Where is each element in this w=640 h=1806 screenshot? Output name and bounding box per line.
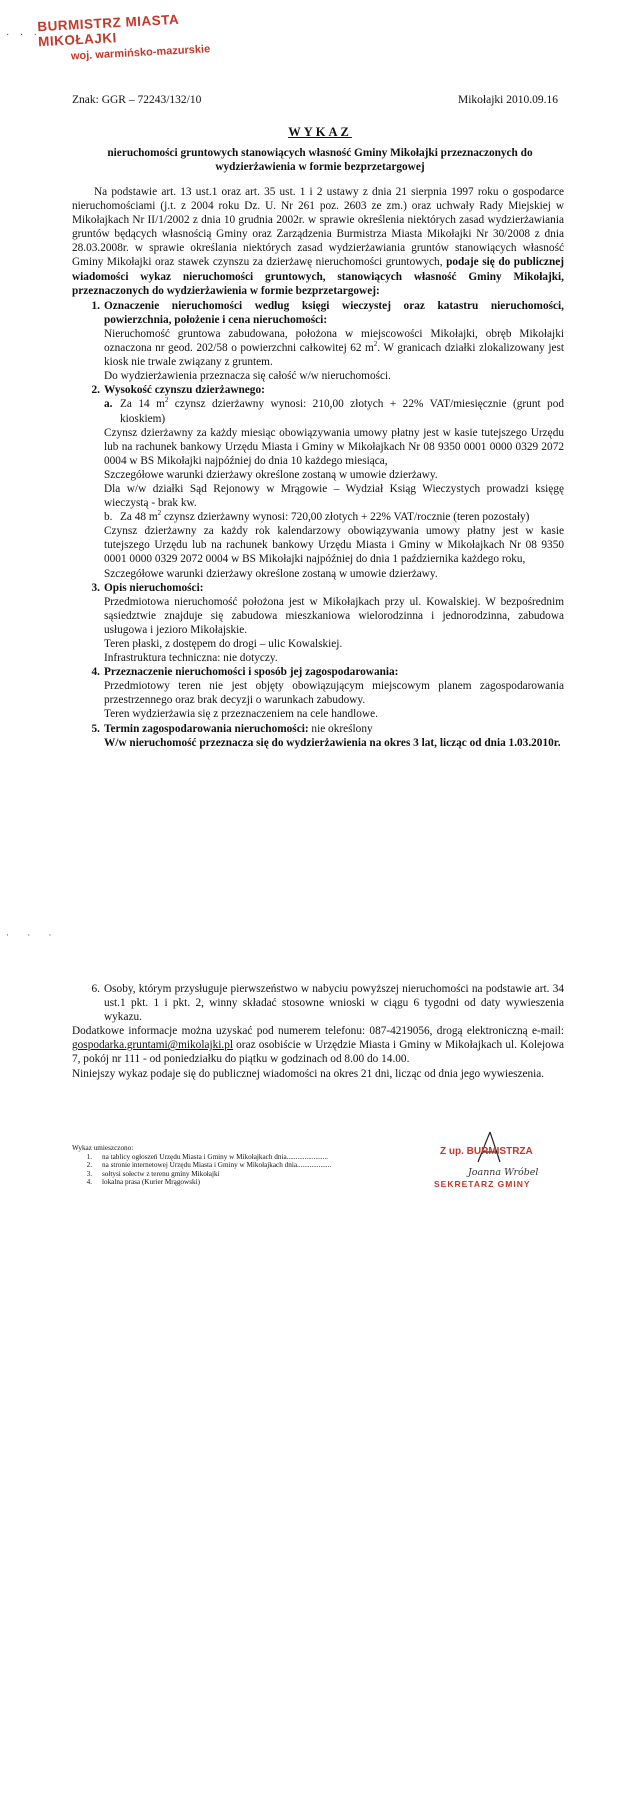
posting-list bbox=[72, 1144, 331, 1187]
section-1-title: Oznaczenie nieruchomości według księgi wieczystej oraz katastru nieruchomości, powierzchnia, położenie i cena nieruchomości: bbox=[104, 299, 564, 326]
document-body bbox=[72, 185, 564, 750]
section-5-title: Termin zagospodarowania nieruchomości: bbox=[104, 722, 309, 735]
section-3-p2: Teren płaski, z dostępem do drogi – ulic Kowalskiej. bbox=[104, 638, 343, 650]
secretary-stamp bbox=[434, 1146, 574, 1189]
item-b-payment: Czynsz dzierżawny za każdy rok kalendarzowy obowiązywania umowy płatny jest w kasie tutejszego Urzędu lub na rachunek bankowy Urzędu Miasta i Gminy w Mikołajkach Nr 08 9350 0001 0000 0329 2072 0004 w BS Mikołajki najpóźniej do dnia 1 października każdego roku, bbox=[104, 525, 564, 566]
item-b-label: b. bbox=[104, 511, 113, 524]
stamp-footer-line-1: Z up. BURMISTRZA bbox=[440, 1146, 533, 1157]
contact-text-1: Dodatkowe informacje można uzyskać pod numerem telefonu: 087-4219056, drogą elektroniczną e-mail: bbox=[72, 1025, 564, 1038]
posting-item: 1. na tablicy ogłoszeń Urzędu Miasta i Gminy w Mikołajkach dnia....................... bbox=[86, 1152, 328, 1161]
section-1-sup: 2 bbox=[373, 340, 378, 349]
section-4-title: Przeznaczenie nieruchomości i sposób jej zagospodarowania: bbox=[104, 666, 399, 679]
scan-specks-2: · · · bbox=[6, 930, 60, 940]
stamp-footer-line-3: SEKRETARZ GMINY bbox=[434, 1179, 531, 1189]
section-6 bbox=[72, 982, 564, 1024]
stamp-footer-signature: Joanna Wróbel bbox=[468, 1167, 539, 1178]
lower-block bbox=[72, 982, 564, 1081]
item-b-terms: Szczegółowe warunki dzierżawy określone zostaną w umowie dzierżawy. bbox=[104, 567, 438, 580]
document-title: WYKAZ bbox=[288, 125, 352, 139]
item-a-land-register: Dla w/w działki Sąd Rejonowy w Mrągowie – Wydział Ksiąg Wieczystych prowadzi księgę wieczystą - brak kw. bbox=[104, 482, 564, 510]
section-3 bbox=[72, 581, 564, 666]
section-5-title-rest: nie określony bbox=[308, 722, 373, 735]
contact-text-2: oraz osobiście w Urzędzie Miasta i Gminy w Mikołajkach ul. Kolejowa 7, pokój nr 111 - od poniedziałku do piątku w godzinach od 8.00 do 14.00. bbox=[72, 1039, 564, 1066]
stamp-line-2: woj. warmińsko-mazurskie bbox=[70, 43, 211, 63]
section-4-p1: Przedmiotowy teren nie jest objęty obowiązującym miejscowym planem zagospodarowania przestrzennego oraz brak decyzji o warunkach zabudowy. bbox=[104, 680, 564, 707]
section-3-title: Opis nieruchomości: bbox=[104, 581, 204, 594]
section-1 bbox=[72, 299, 564, 384]
section-4-number: 4. bbox=[91, 666, 100, 679]
posting-heading: Wykaz umieszczono: bbox=[72, 1144, 134, 1152]
section-2 bbox=[72, 383, 564, 580]
item-a-terms: Szczegółowe warunki dzierżawy określone zostaną w umowie dzierżawy. bbox=[104, 468, 438, 481]
place-and-date: Mikołajki 2010.09.16 bbox=[458, 94, 558, 106]
section-2-number: 2. bbox=[91, 384, 100, 397]
posting-item: 4. lokalna prasa (Kurier Mrągowski) bbox=[86, 1178, 200, 1187]
section-3-p3: Infrastruktura techniczna: nie dotyczy. bbox=[104, 652, 278, 665]
item-b-rate: Za 48 $m^2$ czynsz dzierżawny wynosi: 720,00 złotych + 22% VAT/rocznie (teren pozostały) bbox=[120, 509, 530, 524]
section-6-number: 6. bbox=[91, 983, 100, 995]
item-a-rate: Za 14 $m^2$ czynsz dzierżawny wynosi: 210,00 złotych + 22% VAT/miesięcznie (grunt pod kioskiem) bbox=[120, 396, 564, 425]
section-4 bbox=[72, 665, 564, 721]
stamp-line-1: BURMISTRZ MIASTA MIKOŁAJKI bbox=[36, 11, 180, 50]
document-subtitle: nieruchomości gruntowych stanowiących własność Gminy Mikołajki przeznaczonych do wydzierżawienia w formie bezprzetargowej bbox=[107, 147, 533, 173]
section-5-lease-term: W/w nieruchomość przeznacza się do wydzierżawienia na okres 3 lat, licząc od dnia 1.03.2010r. bbox=[104, 736, 561, 749]
section-2-item-a bbox=[72, 397, 564, 425]
section-2-item-b bbox=[72, 510, 564, 524]
intro-text: Na podstawie art. 13 ust.1 oraz art. 35 ust. 1 i 2 ustawy z dnia 21 sierpnia 1997 roku o gospodarce nieruchomościami (j.t. z 2004 roku Dz. U. Nr 261 poz. 2603 ze zm.) oraz uchwały Rady Miejskiej w Mikołajkach Nr II/1/2002 z dnia 10 grudnia 2002r. w sprawie określenia niektórych zasad wydzierżawiania gruntów będących własnością Gminy oraz Zarządzenia Burmistrza Miasta Mikołajki Nr 30/2008 z dnia 28.03.2008r. w sprawie określania niektórych zasad wydzierżawiania gruntów stanowiących własność Gminy Mikołajki oraz stawek czynszu za dzierżawę nieruchomości gruntowych, bbox=[72, 186, 564, 269]
contact-email-link[interactable]: gospodarka.gruntami@mikolajki.pl bbox=[72, 1039, 234, 1052]
section-1-text bbox=[72, 327, 564, 369]
section-1-number: 1. bbox=[91, 299, 100, 312]
posting-item: 3. sołtysi sołectw z terenu gminy Mikołajki bbox=[86, 1169, 220, 1178]
section-3-p1: Przedmiotowa nieruchomość położona jest w Mikołajkach przy ul. Kowalskiej. W bezpośrednim sąsiedztwie znajduje się zabudowa mieszkaniowa wielorodzinna i jednorodzinna, zabudowa usługowa i jezioro Mikołajskie. bbox=[104, 595, 564, 636]
document-reference: Znak: GGR – 72243/132/10 bbox=[72, 94, 202, 106]
section-5 bbox=[72, 722, 564, 750]
contact-paragraph bbox=[72, 1024, 564, 1066]
section-6-text: Osoby, którym przysługuje pierwszeństwo w nabyciu powyższej nieruchomości na podstawie art. 34 ust.1 pkt. 1 i pkt. 2, winny składać stosowne wnioski w ciągu 6 tygodni od daty wywieszenia wykazu. bbox=[104, 983, 564, 1024]
section-2-title: Wysokość czynszu dzierżawnego: bbox=[104, 384, 265, 397]
section-3-number: 3. bbox=[91, 581, 100, 594]
section-4-p2: Teren wydzierżawia się z przeznaczeniem na cele handlowe. bbox=[104, 708, 378, 721]
section-5-number: 5. bbox=[91, 722, 100, 735]
posting-item: 2. na stronie internetowej Urzędu Miasta i Gminy w Mikołajkach dnia................... bbox=[86, 1161, 332, 1170]
publication-period: Niniejszy wykaz podaje się do publicznej wiadomości na okres 21 dni, licząc od dnia jego wywieszenia. bbox=[72, 1067, 545, 1080]
section-1-text-b: . W granicach działki zlokalizowany jest kiosk nie trwale związany z gruntem. bbox=[104, 342, 565, 369]
item-a-payment: Czynsz dzierżawny za każdy miesiąc obowiązywania umowy płatny jest w kasie tutejszego Urzędu lub na rachunek bankowy Urzędu Miasta i Gminy w Mikołajkach Nr 08 9350 0001 0000 0329 2072 0004 w BS Mikołajki najpóźniej do dnia 10 każdego miesiąca, bbox=[104, 426, 564, 467]
section-1-text-a: Nieruchomość gruntowa zabudowana, położona w miejscowości Mikołajki, obręb Mikołajki oznaczona nr geod. 202/58 o powierzchni całkowitej 62 m bbox=[104, 327, 564, 355]
intro-bold: podaje się do publicznej wiadomości wykaz nieruchomości gruntowych, stanowiących własność Gminy Mikołajki, przeznaczonych do wydzierżawienia w formie bezprzetargowej: bbox=[72, 256, 564, 297]
scan-specks: · · · bbox=[6, 30, 41, 41]
item-a-label: a. bbox=[104, 398, 113, 411]
mayor-stamp bbox=[37, 9, 239, 64]
intro-paragraph bbox=[72, 185, 564, 298]
section-1-text-c: Do wydzierżawienia przeznacza się całość w/w nieruchomości. bbox=[104, 370, 391, 383]
